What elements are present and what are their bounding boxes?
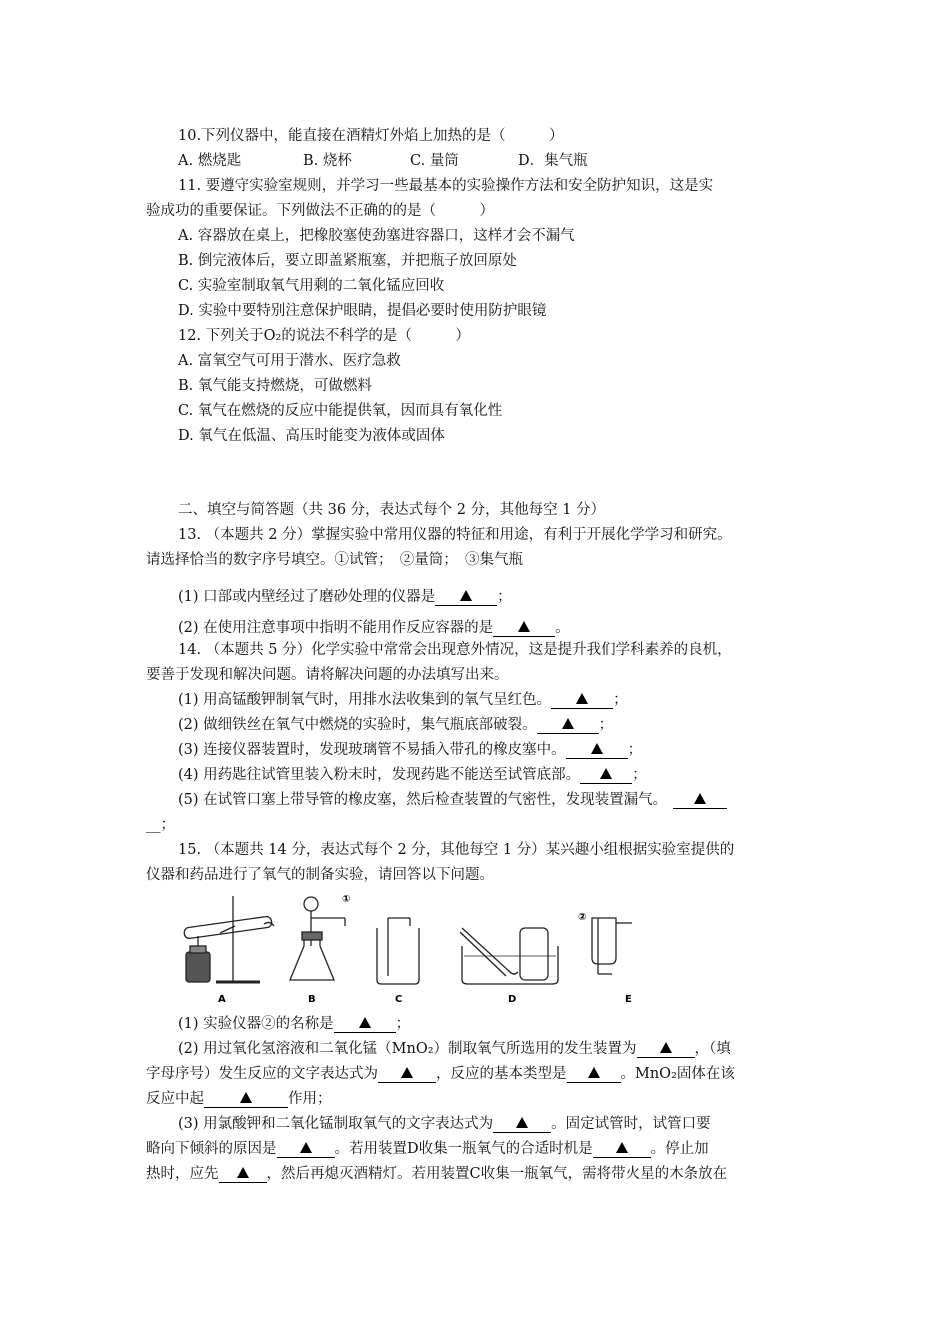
q15-part3-text-c: 略向下倾斜的原因是 [146,1141,277,1157]
q15-part2-text-f: 反应中起 [146,1091,204,1107]
q14-part5 [178,790,727,810]
q15-part2-line1 [178,1039,731,1059]
q15-part2-text-b: ，（填 [694,1041,731,1057]
q14-part2 [178,715,613,735]
label-a: A [218,994,226,1005]
apparatus-b [290,897,345,980]
q15-part3-text-f: 热时，应先 [146,1166,219,1182]
answer-blank[interactable] [204,1091,288,1108]
q15-part2-text-g: 作用； [288,1091,332,1107]
triangle-icon [401,1067,413,1078]
q13-stem-line2: 请选择恰当的数字序号填空。①试管； ②量筒； ③集气瓶 [146,552,523,568]
q15-part2-text-e: 。MnO₂固体在该 [620,1066,735,1082]
q15-stem-line2: 仪器和药品进行了氧气的制备实验，请回答以下问题。 [146,867,494,883]
q13-part2-text: (2) 在使用注意事项中指明不能用作反应容器的是 [178,620,494,636]
q13-part1 [178,587,512,607]
apparatus-a [184,896,274,982]
q14-part5-text: (5) 在试管口塞上带导管的橡皮塞，然后检查装置的气密性，发现装置漏气。 [178,792,668,808]
q11-option-d: D. 实验中要特别注意保护眼睛，提倡必要时使用防护眼镜 [178,303,547,319]
q15-part1-end: ； [395,1016,411,1032]
q15-part3-text-d: 。若用装置D收集一瓶氧气的合适时机是 [334,1141,593,1157]
answer-blank[interactable] [219,1166,267,1183]
q13-part2-end: 。 [555,620,570,636]
q14-part3-text: (3) 连接仪器装置时，发现玻璃管不易插入带孔的橡皮塞中。 [178,742,566,758]
q14-part1 [178,690,628,710]
q14-part3 [178,740,642,760]
answer-blank[interactable] [537,717,599,734]
answer-blank[interactable] [493,620,555,637]
triangle-icon [591,743,603,754]
q12-option-b: B. 氧气能支持燃烧，可做燃料 [178,378,372,394]
triangle-icon [237,1167,249,1178]
answer-blank[interactable] [593,1141,651,1158]
answer-blank[interactable] [334,1016,396,1033]
triangle-icon [576,693,588,704]
q15-part3-text-e: 。停止加 [650,1141,709,1157]
q15-part2-line3 [146,1089,332,1109]
q15-part3-text-b: 。固定试管时，试管口要 [551,1116,711,1132]
q13-part1-end: ； [497,589,512,605]
answer-blank[interactable] [551,692,613,709]
triangle-icon [518,621,530,632]
label-b: B [308,994,316,1005]
q12-stem: 12. 下列关于O₂的说法不科学的是（ ） [178,328,470,344]
label-c: C [395,994,403,1005]
q10-option-c: C. 量筒 [410,153,459,169]
q10-stem: 10.下列仪器中，能直接在酒精灯外焰上加热的是（ ） [178,128,564,144]
q11-stem-line1: 11. 要遵守实验室规则，并学习一些最基本的实验操作方法和安全防护知识，这是实 [178,178,714,194]
answer-blank[interactable] [580,767,632,784]
triangle-icon [240,1092,252,1103]
q10-option-a: A. 燃烧匙 [178,153,242,169]
answer-blank[interactable] [435,589,497,606]
section-heading: 二、填空与简答题（共 36 分，表达式每个 2 分，其他每空 1 分） [178,502,606,518]
answer-blank[interactable] [637,1041,695,1058]
q12-option-c: C. 氧气在燃烧的反应中能提供氧，因而具有氧化性 [178,403,503,419]
q12-option-a: A. 富氧空气可用于潜水、医疗急救 [178,353,401,369]
q15-part2-text-a: (2) 用过氧化氢溶液和二氧化锰（MnO₂）制取氧气所选用的发生装置为 [178,1041,637,1057]
triangle-icon [694,793,706,804]
q12-option-d: D. 氧气在低温、高压时能变为液体或固体 [178,428,445,444]
triangle-icon [562,718,574,729]
q15-part3-line3 [146,1164,727,1184]
triangle-icon [300,1142,312,1153]
q15-part2-line2 [146,1064,735,1084]
mark-1: ① [342,894,351,905]
q14-part5-continued: __； [146,817,175,833]
q15-part3-text-g: ，然后再熄灭酒精灯。若用装置C收集一瓶氧气，需将带火星的木条放在 [266,1166,728,1182]
q14-stem-line1: 14. （本题共 5 分）化学实验中常常会出现意外情况，这是提升我们学科素养的良机， [178,642,732,658]
mark-2: ② [578,912,587,923]
q13-part2 [178,618,570,638]
answer-blank[interactable] [567,1066,621,1083]
apparatus-c [377,918,419,984]
q10-option-b: B. 烧杯 [303,153,352,169]
q11-option-b: B. 倒完液体后，要立即盖紧瓶塞，并把瓶子放回原处 [178,253,517,269]
semicolon: ； [613,692,628,708]
q15-part3-line1 [178,1114,711,1134]
q11-option-c: C. 实验室制取氧气用剩的二氧化锰应回收 [178,278,445,294]
triangle-icon [660,1042,672,1053]
answer-blank[interactable] [378,1066,436,1083]
q15-part3-text-a: (3) 用氯酸钾和二氧化锰制取氧气的文字表达式为 [178,1116,494,1132]
q13-stem-line1: 13. （本题共 2 分）掌握实验中常用仪器的特征和用途，有利于开展化学学习和研究。 [178,527,732,543]
q13-part1-text: (1) 口部或内壁经过了磨砂处理的仪器是 [178,589,436,605]
semicolon: ； [627,742,643,758]
q15-part1-text: (1) 实验仪器②的名称是 [178,1016,334,1032]
q15-part1 [178,1014,410,1034]
answer-blank[interactable] [566,742,628,759]
triangle-icon [600,768,612,779]
triangle-icon [588,1067,600,1078]
label-e: E [625,994,632,1005]
q15-part2-text-c: 字母序号）发生反应的文字表达式为 [146,1066,378,1082]
q15-stem-line1: 15. （本题共 14 分，表达式每个 2 分，其他每空 1 分）某兴趣小组根据实验室提供的 [178,842,735,858]
q14-part4 [178,765,647,785]
label-d: D [508,994,517,1005]
q11-stem-line2: 验成功的重要保证。下列做法不正确的的是（ ） [146,203,494,219]
apparatus-d [460,928,558,984]
q15-part3-line2 [146,1139,709,1159]
answer-blank[interactable] [277,1141,335,1158]
triangle-icon [359,1017,371,1028]
q15-part2-text-d: ，反应的基本类型是 [436,1066,567,1082]
triangle-icon [516,1117,528,1128]
semicolon: ； [598,717,614,733]
q11-option-a: A. 容器放在桌上，把橡胶塞使劲塞进容器口，这样才会不漏气 [178,228,575,244]
triangle-icon [460,590,472,601]
answer-blank[interactable] [673,792,727,809]
q10-option-d: D．集气瓶 [518,153,588,169]
apparatus-e [592,918,632,974]
q14-part2-text: (2) 做细铁丝在氧气中燃烧的实验时，集气瓶底部破裂。 [178,717,537,733]
triangle-icon [616,1142,628,1153]
q14-stem-line2: 要善于发现和解决问题。请将解决问题的办法填写出来。 [146,667,509,683]
semicolon: ； [632,767,647,783]
answer-blank[interactable] [493,1116,551,1133]
q14-part1-text: (1) 用高锰酸钾制氧气时，用排水法收集到的氧气呈红色。 [178,692,552,708]
apparatus-figure [180,888,650,1008]
q14-part4-text: (4) 用药匙往试管里装入粉末时，发现药匙不能送至试管底部。 [178,767,581,783]
